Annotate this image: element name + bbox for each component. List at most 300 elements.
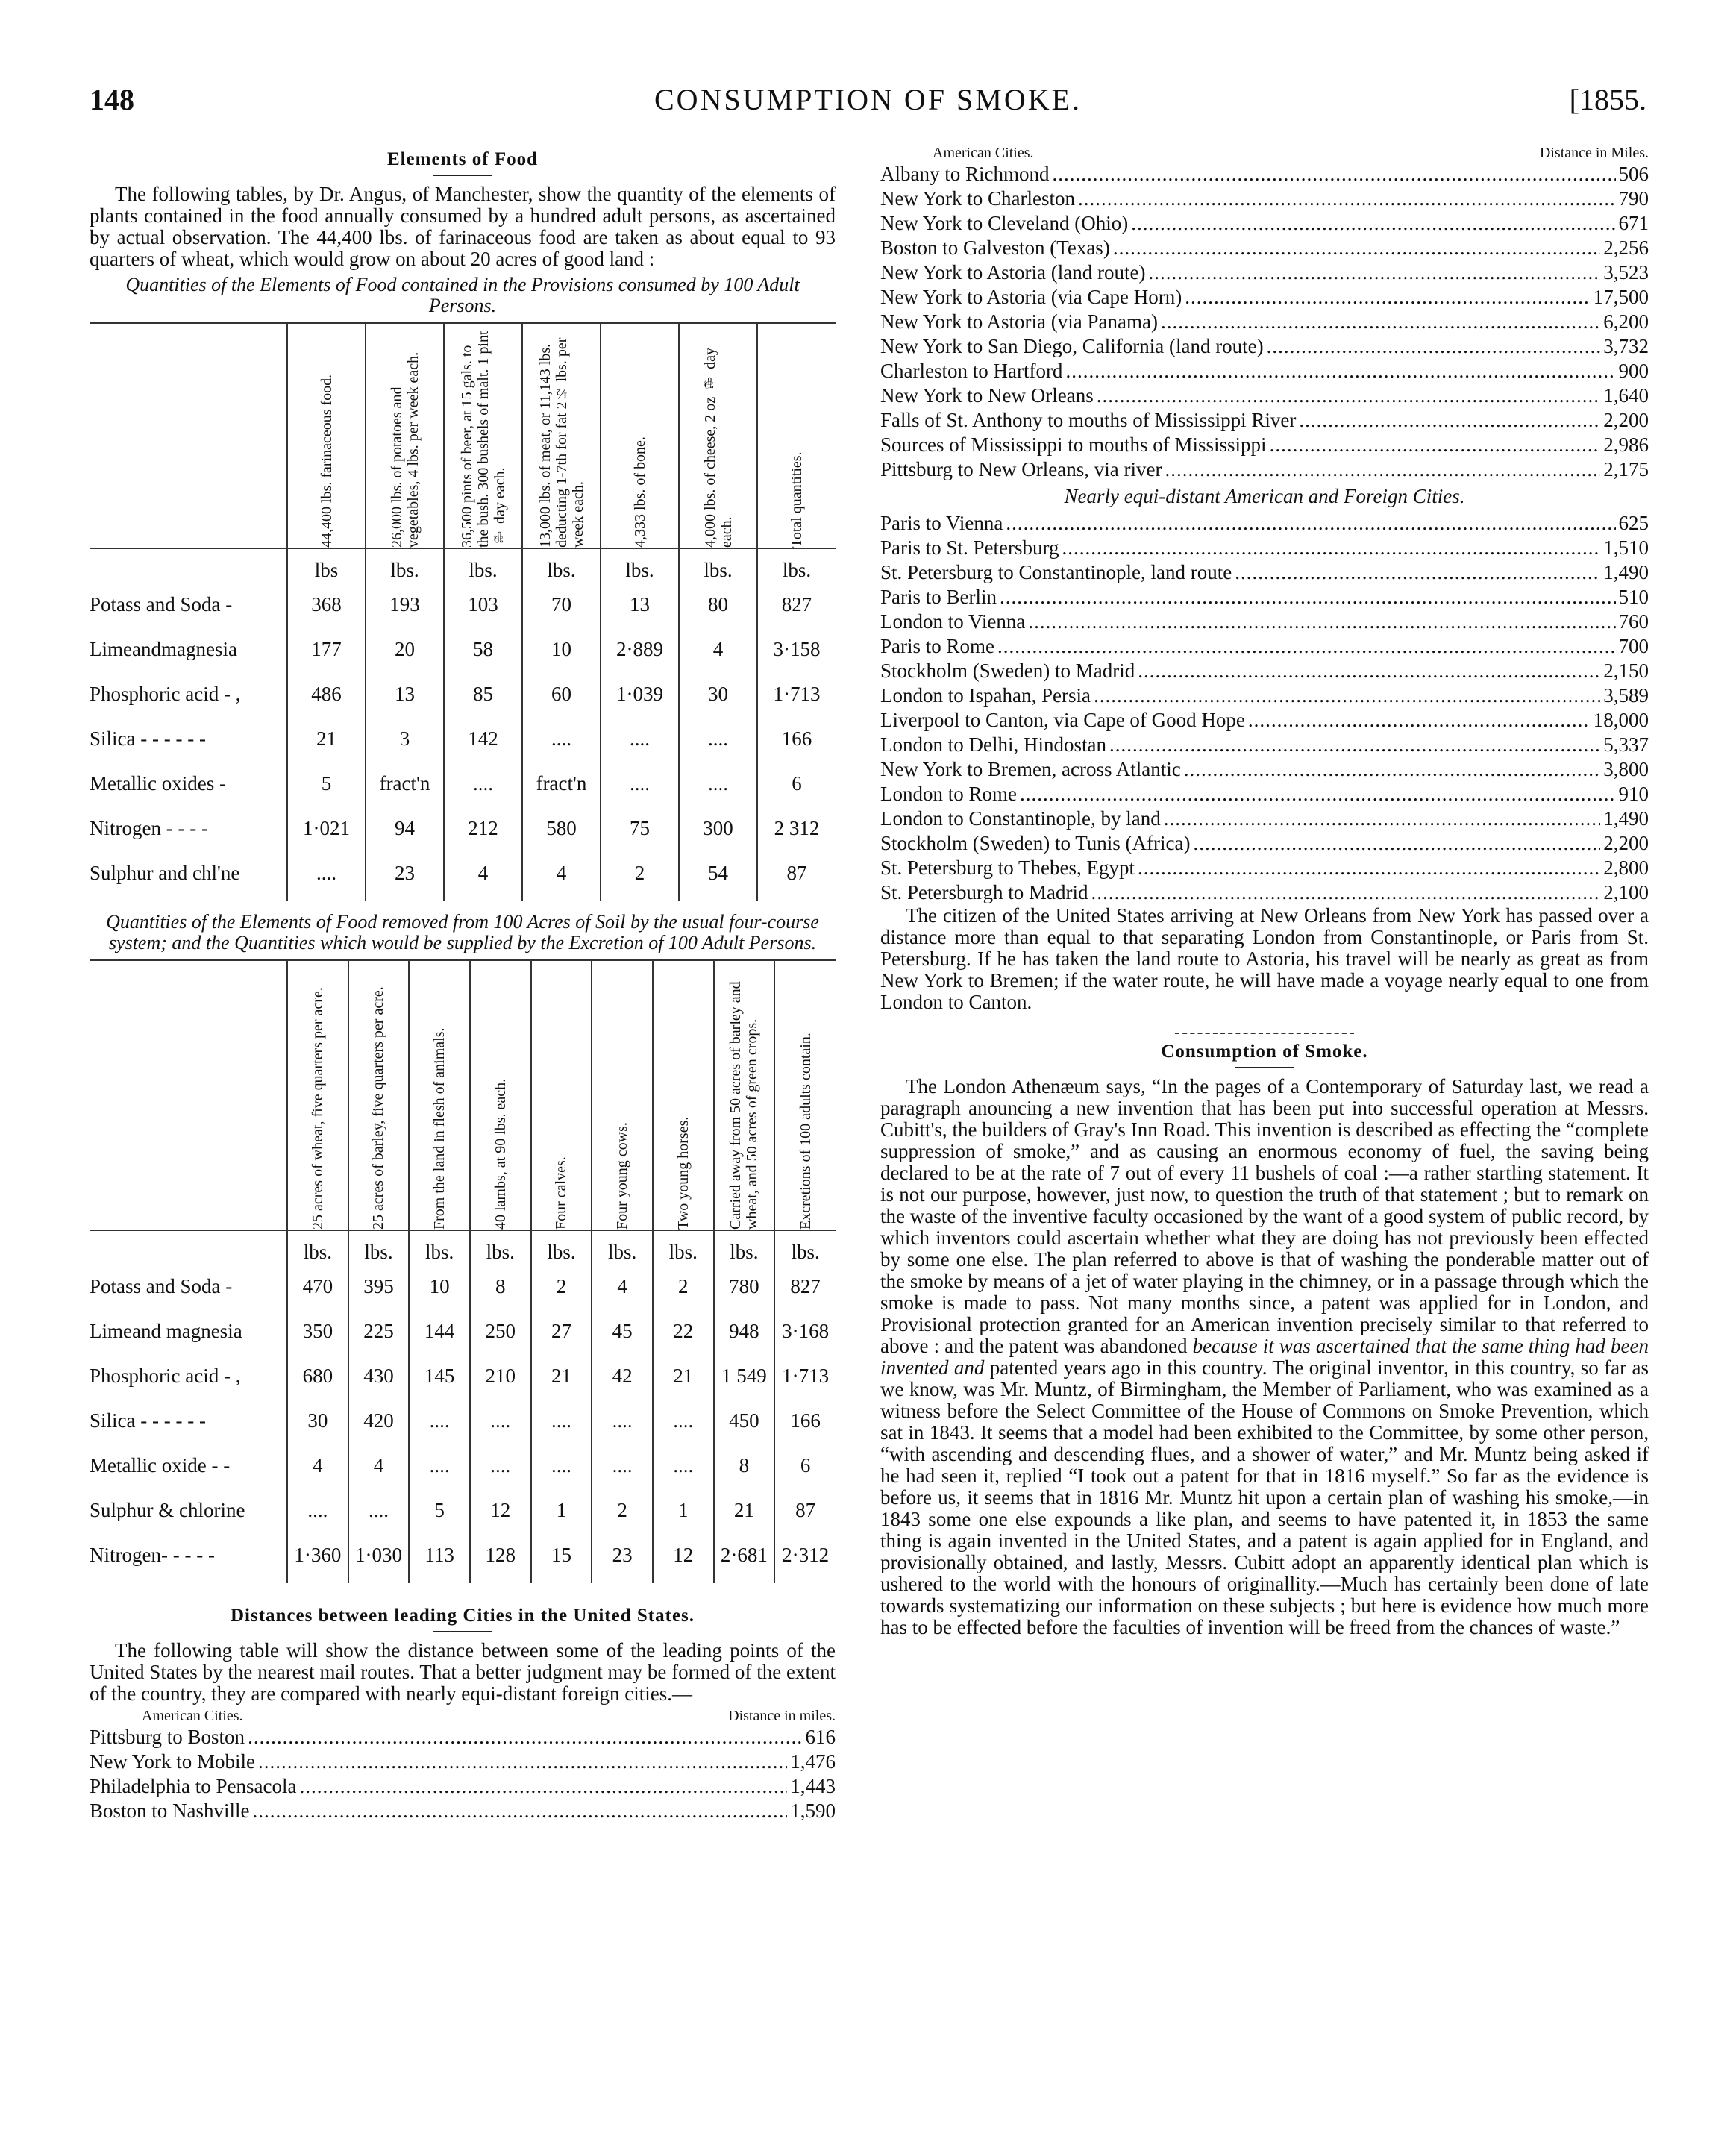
table-cell: 103 <box>444 582 522 627</box>
unit-cell: lbs. <box>287 1230 348 1264</box>
running-title: CONSUMPTION OF SMOKE. <box>654 83 1082 116</box>
table-cell: 166 <box>757 716 836 761</box>
leader-dots <box>1270 433 1601 457</box>
column-header-text: From the land in flesh of animals. <box>431 1027 448 1230</box>
table-cell: 2 <box>601 851 679 901</box>
table-cell: 680 <box>287 1353 348 1398</box>
table-cell: 12 <box>470 1488 531 1532</box>
food-table-2 <box>90 959 836 1583</box>
row-label: Limeandmagnesia <box>90 637 237 660</box>
route-miles: 2,150 <box>1603 660 1649 682</box>
distance-row <box>880 683 1649 708</box>
column-header <box>287 323 366 548</box>
table-cell: 4 <box>522 851 601 901</box>
column-header-text: Four young cows. <box>614 1122 631 1230</box>
route-miles: 18,000 <box>1593 709 1649 731</box>
distance-row <box>880 610 1649 634</box>
leader-dots <box>253 1799 788 1823</box>
table-cell: 3·158 <box>757 627 836 671</box>
distance-row <box>880 260 1649 285</box>
table-cell: 12 <box>653 1532 714 1583</box>
row-label: Metallic oxides - <box>90 771 226 795</box>
route-miles: 910 <box>1618 783 1649 805</box>
unit-cell: lbs. <box>366 548 444 582</box>
column-header-text: 13,000 lbs. of meat, or 11,143 lbs. deducting 1-7th for fat 2½ lbs. per week each. <box>536 337 586 548</box>
distance-row <box>880 408 1649 433</box>
column-header-text: 36,500 pints of beer, at 15 gals. to the bush. 300 bushels of malt. 1 pint ⅌ day each. <box>458 331 508 548</box>
table-cell: 2 <box>531 1264 592 1309</box>
table-cell: .... <box>409 1398 470 1443</box>
row-label: Limeand magnesia <box>90 1319 242 1342</box>
right-distance-list <box>880 162 1649 482</box>
leader-dots <box>1184 757 1601 782</box>
table-cell: 42 <box>592 1353 653 1398</box>
table-cell: 6 <box>757 761 836 806</box>
leader-dots <box>1097 383 1601 408</box>
route-name: New York to Cleveland (Ohio) <box>880 212 1129 234</box>
table-cell: 60 <box>522 671 601 716</box>
leader-dots <box>1109 733 1600 757</box>
table1-caption: Quantities of the Elements of Food contained in the Provisions consumed by 100 Adult Persons. <box>125 274 800 316</box>
leader-dots <box>258 1750 787 1774</box>
table-cell: 827 <box>757 582 836 627</box>
table-row <box>90 716 836 761</box>
table-cell: 1·039 <box>601 671 679 716</box>
table-cell: 1·021 <box>287 806 366 851</box>
distance-row <box>880 659 1649 683</box>
table-cell: 128 <box>470 1532 531 1583</box>
table-cell: 10 <box>409 1264 470 1309</box>
cities-head: American Cities. <box>142 1708 243 1724</box>
table-row <box>90 806 836 851</box>
distance-row <box>880 782 1649 807</box>
distance-column-heads <box>90 1708 836 1725</box>
route-miles: 1,490 <box>1603 807 1649 830</box>
unit-cell: lbs. <box>757 548 836 582</box>
leader-dots <box>1006 511 1615 536</box>
table-row <box>90 761 836 806</box>
route-miles: 1,476 <box>790 1750 836 1773</box>
distance-row <box>880 236 1649 260</box>
route-miles: 1,510 <box>1603 536 1649 559</box>
table-cell: 144 <box>409 1309 470 1353</box>
table-cell: 21 <box>531 1353 592 1398</box>
table-cell: .... <box>653 1443 714 1488</box>
column-header <box>592 960 653 1230</box>
table-cell: 5 <box>409 1488 470 1532</box>
leader-dots <box>1094 683 1600 708</box>
column-header <box>679 323 757 548</box>
unit-cell: lbs. <box>653 1230 714 1264</box>
smoke-text-1: The London Athenæum says, “In the pages of a Contemporary of Saturday last, we read a paragraph anouncing a new invention that has been put into successful operation at Messrs. Cubitt's, the builders of Gray's Inn Road. This invention is described as effecting the “complete suppression of smoke,” and as causing an enormous economy of fuel, the saving being declared to be at the rate of 7 out of every 11 bushels of coal :—a rather startling statement. It is not our purpose, however, just now, to question the truth of that statement ; but to remark on the waste of the inventive faculty occasioned by the want of a good system of public record, by which inventors could ascertain whether what they are doing has not previously been effected by some one else. The plan referred to above is that of washing the ponderable matter out of the smoke by means of a jet of water playing in the chimney, or in a passage through which the smoke is made to pass. Not many months since, a patent was applied for in London, and Provisional protection granted for an American invention precisely similar to that referred to above : and the patent was abandoned <box>880 1075 1649 1357</box>
table-cell: 6 <box>774 1443 836 1488</box>
column-header-text: 40 lambs, at 90 lbs. each. <box>492 1078 509 1230</box>
leader-dots <box>1185 285 1591 310</box>
page-number: 148 <box>90 83 134 116</box>
route-name: New York to Charleston <box>880 187 1075 210</box>
route-miles: 1,490 <box>1603 561 1649 583</box>
route-miles: 760 <box>1618 610 1649 633</box>
route-miles: 2,200 <box>1603 832 1649 854</box>
table-cell: 225 <box>348 1309 410 1353</box>
distances-closing-paragraph: The citizen of the United States arriving at New Orleans from New York has passed over a distance more than equal to that separating London from Constantinople, or Paris from St. Petersburg. If he has taken the land route to Astoria, his travel will be nearly as great as from New York to Bremen; if the water route, he will have made a voyage nearly equal to one from London to Canton. <box>880 904 1649 1013</box>
table-cell: 3 <box>366 716 444 761</box>
row-label: Silica - - - - - - <box>90 1409 206 1432</box>
row-label: Nitrogen- - - - - <box>90 1543 215 1566</box>
route-miles: 2,256 <box>1603 237 1649 259</box>
column-header <box>409 960 470 1230</box>
route-name: Paris to Rome <box>880 635 994 657</box>
table-cell: 21 <box>287 716 366 761</box>
route-name: London to Ispahan, Persia <box>880 684 1091 707</box>
table-cell: 350 <box>287 1309 348 1353</box>
elements-title: Elements of Food <box>386 149 539 169</box>
miles-head: Distance in miles. <box>728 1708 836 1724</box>
table-cell: 2·681 <box>714 1532 775 1583</box>
distance-row <box>880 733 1649 757</box>
table-cell: 94 <box>366 806 444 851</box>
table-cell: 250 <box>470 1309 531 1353</box>
distance-row <box>880 433 1649 457</box>
route-name: Boston to Nashville <box>90 1800 250 1822</box>
table-cell: .... <box>531 1443 592 1488</box>
route-name: Pittsburg to Boston <box>90 1726 245 1748</box>
route-name: Pittsburg to New Orleans, via river <box>880 458 1162 480</box>
row-label: Sulphur and chl'ne <box>90 861 240 884</box>
table-cell: 70 <box>522 582 601 627</box>
leader-dots <box>1000 585 1616 610</box>
table-row <box>90 1353 836 1398</box>
table-cell: 23 <box>366 851 444 901</box>
table-cell: 87 <box>774 1488 836 1532</box>
route-name: New York to Astoria (via Cape Horn) <box>880 286 1182 308</box>
route-miles: 3,800 <box>1603 758 1649 780</box>
section-divider <box>1175 1033 1354 1034</box>
table-cell: .... <box>679 716 757 761</box>
divider <box>433 1631 492 1632</box>
column-header-text: Carried away from 50 acres of barley and wheat, and 50 acres of green crops. <box>727 981 761 1230</box>
table-cell: 177 <box>287 627 366 671</box>
table-row <box>90 1488 836 1532</box>
route-miles: 700 <box>1618 635 1649 657</box>
smoke-italic: because it was ascertained that the same thing had been invented and <box>880 1335 1649 1379</box>
table-cell: 4 <box>287 1443 348 1488</box>
column-header <box>714 960 775 1230</box>
distance-row <box>880 285 1649 310</box>
route-name: London to Vienna <box>880 610 1026 633</box>
row-label: Sulphur & chlorine <box>90 1498 245 1521</box>
leader-dots <box>1164 807 1601 831</box>
distance-row <box>880 585 1649 610</box>
row-label: Nitrogen - - - - <box>90 816 208 839</box>
route-miles: 506 <box>1618 163 1649 185</box>
route-name: Albany to Richmond <box>880 163 1050 185</box>
route-miles: 17,500 <box>1593 286 1649 308</box>
column-header-text: 44,400 lbs. farinaceous food. <box>318 374 335 548</box>
route-name: Philadelphia to Pensacola <box>90 1775 297 1797</box>
route-name: New York to New Orleans <box>880 384 1094 407</box>
table-cell: 21 <box>653 1353 714 1398</box>
distance-row <box>880 856 1649 880</box>
route-miles: 510 <box>1618 586 1649 608</box>
table-cell: .... <box>470 1443 531 1488</box>
leader-dots <box>1193 831 1600 856</box>
route-name: Stockholm (Sweden) to Madrid <box>880 660 1135 682</box>
route-name: Boston to Galveston (Texas) <box>880 237 1110 259</box>
table-cell: .... <box>287 851 366 901</box>
table-cell: 22 <box>653 1309 714 1353</box>
food-table-1 <box>90 322 836 901</box>
route-name: New York to Mobile <box>90 1750 256 1773</box>
column-header <box>366 323 444 548</box>
distance-row <box>880 880 1649 905</box>
distances-title: Distances between leading Cities in the United States. <box>230 1606 695 1626</box>
leader-dots <box>1113 236 1600 260</box>
column-header-text: 25 acres of barley, five quarters per acre. <box>370 986 387 1230</box>
unit-cell: lbs. <box>531 1230 592 1264</box>
column-header <box>348 960 410 1230</box>
table-cell: 85 <box>444 671 522 716</box>
table-cell: fract'n <box>366 761 444 806</box>
table-row <box>90 1398 836 1443</box>
route-name: New York to San Diego, California (land route) <box>880 335 1264 357</box>
leader-dots <box>1248 708 1591 733</box>
table-cell: 4 <box>348 1443 410 1488</box>
row-label-header <box>90 323 287 548</box>
table-cell: .... <box>444 761 522 806</box>
route-miles: 3,589 <box>1603 684 1649 707</box>
unit-cell: lbs. <box>679 548 757 582</box>
smoke-text-2: patented years ago in this country. The original inventor, in this country, so far as we know, was Mr. Muntz, of Birmingham, the Member of Parliament, who was examined as a witness before the Select Committee of the House of Commons on Smoke Prevention, which sat in 1843. It seems that a model had been exhibited to the Committee, by some other person, “with ascending and descending flues, and a shower of water,” and Mr. Muntz being asked if he had seen it, replied “I took out a patent for that in 1816 myself.” So far as the evidence is before us, it seems that in 1816 Mr. Muntz hit upon a certain plan of washing his smoke,—in 1843 some one else expounds a like plan, and seems to have patented it, in 1853 the same thing is again invented in the United States, and a patent is again applied for in England, and provisionally obtained, and lastly, Messrs. Cubitt adopt an apparently identical plan which is ushered to the world with the honours of originallity.—Much has certainly been done of late towards systematizing our information on these subjects ; but here is evidence how much more has to be effected before the faculties of invention will be freed from the chances of waste.” <box>880 1356 1649 1638</box>
table-cell: 113 <box>409 1532 470 1583</box>
route-name: New York to Astoria (land route) <box>880 261 1146 284</box>
leader-dots <box>1091 880 1601 905</box>
route-name: London to Constantinople, by land <box>880 807 1161 830</box>
route-name: Paris to Berlin <box>880 586 997 608</box>
column-header-text: Two young horses. <box>674 1116 692 1230</box>
table-cell: 142 <box>444 716 522 761</box>
distance-row <box>880 187 1649 211</box>
table-cell: 420 <box>348 1398 410 1443</box>
distance-row <box>880 536 1649 560</box>
leader-dots <box>1138 659 1600 683</box>
column-header-text: 25 acres of wheat, five quarters per acre. <box>309 987 326 1230</box>
table-cell: .... <box>653 1398 714 1443</box>
table-cell: 13 <box>601 582 679 627</box>
route-name: New York to Bremen, across Atlantic <box>880 758 1181 780</box>
distances-paragraph: The following table will show the distance between some of the leading points of the United States by the nearest mail routes. That a better judgment may be formed of the extent of the country, they are compared with nearly equi-distant foreign cities.— <box>90 1639 836 1705</box>
route-miles: 900 <box>1618 360 1649 382</box>
leader-dots <box>1148 260 1600 285</box>
route-name: London to Delhi, Hindostan <box>880 733 1106 756</box>
leader-dots <box>1235 560 1600 585</box>
route-miles: 790 <box>1618 187 1649 210</box>
table-row <box>90 582 836 627</box>
distance-row <box>90 1725 836 1750</box>
table-cell: 780 <box>714 1264 775 1309</box>
unit-cell: lbs. <box>774 1230 836 1264</box>
route-miles: 625 <box>1618 512 1649 534</box>
leader-dots <box>1052 162 1615 187</box>
right-distance-column-heads <box>880 145 1649 162</box>
route-miles: 1,640 <box>1603 384 1649 407</box>
table-cell: 2 <box>653 1264 714 1309</box>
distance-row <box>880 310 1649 334</box>
route-name: Charleston to Hartford <box>880 360 1063 382</box>
leader-dots <box>299 1774 787 1799</box>
table-cell: 1·713 <box>774 1353 836 1398</box>
table-cell: 580 <box>522 806 601 851</box>
table-cell: 430 <box>348 1353 410 1398</box>
column-header <box>444 323 522 548</box>
unit-cell: lbs. <box>601 548 679 582</box>
leader-dots <box>1028 610 1615 634</box>
leader-dots <box>1078 187 1616 211</box>
route-name: St. Petersburg to Thebes, Egypt <box>880 856 1135 879</box>
table-cell: 470 <box>287 1264 348 1309</box>
divider <box>433 175 492 176</box>
column-header <box>470 960 531 1230</box>
column-header <box>774 960 836 1230</box>
leader-dots <box>248 1725 802 1750</box>
route-miles: 3,732 <box>1603 335 1649 357</box>
table-cell: 10 <box>522 627 601 671</box>
table1-header-row <box>90 323 836 548</box>
table-cell: .... <box>470 1398 531 1443</box>
table-cell: 87 <box>757 851 836 901</box>
table-cell: 1·360 <box>287 1532 348 1583</box>
table-cell: 948 <box>714 1309 775 1353</box>
column-header <box>522 323 601 548</box>
table-cell: 2 <box>592 1488 653 1532</box>
table-row <box>90 1443 836 1488</box>
units-label <box>90 548 287 582</box>
table-cell: 210 <box>470 1353 531 1398</box>
table-cell: 58 <box>444 627 522 671</box>
distance-row <box>880 334 1649 359</box>
row-label: Potass and Soda - <box>90 592 233 616</box>
table-cell: 27 <box>531 1309 592 1353</box>
column-header-text: 4,000 lbs. of cheese, 2 oz ⅌ day each. <box>701 347 735 548</box>
route-miles: 2,100 <box>1603 881 1649 903</box>
unit-cell: lbs <box>287 548 366 582</box>
unit-cell: lbs. <box>444 548 522 582</box>
distance-row <box>880 831 1649 856</box>
distance-row <box>90 1799 836 1823</box>
leader-dots <box>1267 334 1601 359</box>
column-header <box>653 960 714 1230</box>
distance-row <box>90 1774 836 1799</box>
distance-row <box>880 807 1649 831</box>
table-row <box>90 1264 836 1309</box>
table-cell: 54 <box>679 851 757 901</box>
table-cell: 2·312 <box>774 1532 836 1583</box>
table-cell: 827 <box>774 1264 836 1309</box>
distance-row <box>880 383 1649 408</box>
table-cell: .... <box>679 761 757 806</box>
distance-row <box>880 162 1649 187</box>
unit-cell: lbs. <box>348 1230 410 1264</box>
table-cell: 4 <box>592 1264 653 1309</box>
table-row <box>90 851 836 901</box>
table-cell: 193 <box>366 582 444 627</box>
table-cell: 3·168 <box>774 1309 836 1353</box>
route-miles: 1,443 <box>790 1775 836 1797</box>
column-header-text: 26,000 lbs. of potatoes and vegetables, 4 lbs. per week each. <box>388 351 422 548</box>
table-cell: 2·889 <box>601 627 679 671</box>
route-name: Paris to Vienna <box>880 512 1003 534</box>
table-cell: .... <box>409 1443 470 1488</box>
table-cell: 20 <box>366 627 444 671</box>
foreign-caption: Nearly equi-distant American and Foreign Cities. <box>1064 485 1465 507</box>
leader-dots <box>1065 359 1615 383</box>
table-cell: 368 <box>287 582 366 627</box>
route-miles: 5,337 <box>1603 733 1649 756</box>
column-header-text: 4,333 lbs. of bone. <box>631 436 648 548</box>
right-cities-head: American Cities. <box>933 145 1034 161</box>
table-cell: .... <box>531 1398 592 1443</box>
distance-row <box>880 708 1649 733</box>
table-cell: 21 <box>714 1488 775 1532</box>
unit-cell: lbs. <box>522 548 601 582</box>
leader-dots <box>1299 408 1600 433</box>
column-header <box>757 323 836 548</box>
route-name: St. Petersburg to Constantinople, land route <box>880 561 1232 583</box>
column-header-text: Total quantities. <box>789 451 805 548</box>
route-miles: 2,200 <box>1603 409 1649 431</box>
table-cell: 1·030 <box>348 1532 410 1583</box>
table-cell: 75 <box>601 806 679 851</box>
table-cell: 80 <box>679 582 757 627</box>
distance-row <box>880 359 1649 383</box>
route-miles: 671 <box>1618 212 1649 234</box>
leader-dots <box>1062 536 1601 560</box>
distance-row <box>90 1750 836 1774</box>
table-cell: 8 <box>714 1443 775 1488</box>
row-label: Phosphoric acid - , <box>90 682 241 705</box>
route-miles: 2,800 <box>1603 856 1649 879</box>
leader-dots <box>1161 310 1600 334</box>
table-cell: 1 <box>653 1488 714 1532</box>
table-cell: 2 312 <box>757 806 836 851</box>
units-row <box>90 548 836 582</box>
distance-row <box>880 211 1649 236</box>
row-label-header <box>90 960 287 1230</box>
route-miles: 2,986 <box>1603 433 1649 456</box>
table-cell: 45 <box>592 1309 653 1353</box>
table-cell: 300 <box>679 806 757 851</box>
unit-cell: lbs. <box>409 1230 470 1264</box>
route-name: Sources of Mississippi to mouths of Mississippi <box>880 433 1267 456</box>
leader-dots <box>1138 856 1600 880</box>
column-header-text: Excretions of 100 adults contain. <box>797 1033 814 1230</box>
route-name: St. Petersburgh to Madrid <box>880 881 1088 903</box>
table-row <box>90 627 836 671</box>
table-cell: .... <box>601 716 679 761</box>
distance-row <box>880 511 1649 536</box>
table-cell: .... <box>592 1443 653 1488</box>
table-cell: 13 <box>366 671 444 716</box>
route-name: New York to Astoria (via Panama) <box>880 310 1158 333</box>
table-cell: 212 <box>444 806 522 851</box>
route-name: London to Rome <box>880 783 1017 805</box>
route-name: Falls of St. Anthony to mouths of Mississippi River <box>880 409 1297 431</box>
table-cell: 395 <box>348 1264 410 1309</box>
row-label: Metallic oxide - - <box>90 1453 231 1476</box>
leader-dots <box>1165 457 1600 482</box>
table-cell: .... <box>601 761 679 806</box>
column-header <box>531 960 592 1230</box>
